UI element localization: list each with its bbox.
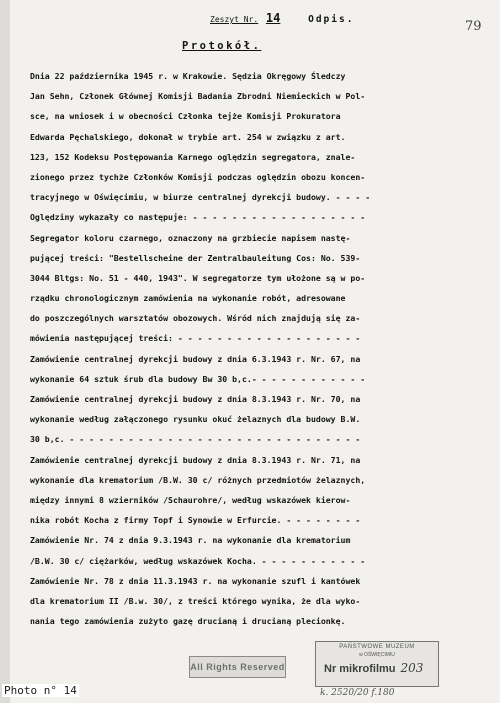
handwritten-note: k. 2520/20 f.180 — [320, 688, 395, 698]
text-line: Zamówienie Nr. 74 z dnia 9.3.1943 r. na wykonanie dla krematorium — [30, 535, 351, 546]
text-line: między innymi 8 wzierników /Schaurohre/, według wskazówek kierow- — [30, 494, 351, 505]
text-line: Zamówienie centralnej dyrekcji budowy z dnia 8.3.1943 r. Nr. 70, na — [30, 394, 361, 404]
text-line: tracyjnego w Oświęcimiu, w biurze centralnej dyrekcji budowy. - - - - — [30, 192, 371, 203]
text-line: Jan Sehn, Członek Głównej Komisji Badania Zbrodni Niemieckich w Pol- — [30, 91, 366, 102]
archive-name: PAŃSTWOWE MUZEUM — [339, 644, 415, 650]
text-line: dla krematorium II /B.w. 30/, z treści którego wynika, że dla wyko- — [30, 595, 361, 606]
text-line: rządku chronologicznym zamówienia na wykonanie robót, adresowane — [30, 293, 346, 304]
text-line: wykonanie dla krematorium /B.W. 30 c/ różnych przedmiotów żelaznych, — [30, 474, 366, 485]
text-line: sce, na wniosek i w obecności Członka tejże Komisji Prokuratora — [30, 111, 341, 122]
text-line: 3044 Bltgs: No. 51 - 440, 1943". W segregatorze tym ułożone są w po- — [30, 272, 366, 283]
text-line: 30 b,c. - - - - - - - - - - - - - - - - - - - - - - - - - - - - - - — [30, 434, 361, 445]
scan-edge — [0, 0, 10, 703]
text-line: Oględziny wykazały co następuje: - - - - - - - - - - - - - - - - - - — [30, 212, 366, 223]
copy-label: Odpis. — [308, 14, 355, 25]
text-line: /B.W. 30 c/ ciężarków, według wskazówek Kocha. - - - - - - - - - - - — [30, 555, 366, 566]
microfilm-line — [324, 661, 423, 675]
notebook-number: 14 — [265, 11, 281, 25]
photo-label: Photo n° 14 — [4, 684, 77, 697]
header-line — [210, 11, 354, 25]
text-line: Dnia 22 października 1945 r. w Krakowie. Sędzia Okręgowy Śledczy — [30, 71, 346, 81]
text-line: Zamówienie centralnej dyrekcji budowy z dnia 8.3.1943 r. Nr. 71, na — [30, 454, 361, 465]
microfilm-label: Nr mikrofilmu — [324, 663, 396, 675]
document-title: Protokół. — [182, 40, 262, 52]
archive-location: w OŚWIĘCIMIU — [359, 652, 395, 658]
text-line: wykonanie 64 sztuk śrub dla budowy Bw 30 b,c.- - - - - - - - - - - - — [30, 373, 366, 384]
text-line: Segregator koloru czarnego, oznaczony na grzbiecie napisem nastę- — [30, 232, 351, 243]
text-line: Edwarda Pęchalskiego, dokonał w trybie art. 254 w związku z art. — [30, 131, 346, 142]
text-line: wykonanie według załączonego rysunku okuć żelaznych dla budowy B.W. — [30, 414, 361, 425]
rights-stamp: All Rights Reserved — [189, 656, 286, 678]
text-line: Zamówienie Nr. 78 z dnia 11.3.1943 r. na wykonanie szufl i kantówek — [30, 575, 361, 586]
text-line: mówienia następującej treści: - - - - - - - - - - - - - - - - - - - — [30, 333, 361, 344]
text-line: nika robót Kocha z firmy Topf i Synowie w Erfurcie. - - - - - - - - — [30, 515, 361, 526]
text-line: Zamówienie centralnej dyrekcji budowy z dnia 6.3.1943 r. Nr. 67, na — [30, 353, 361, 364]
text-line: 123, 152 Kodeksu Postępowania Karnego oględzin segregatora, znale- — [30, 151, 356, 162]
text-line: zionego przez tychże Członków Komisji podczas oględzin obozu koncen- — [30, 171, 366, 182]
notebook-label: Zeszyt Nr. — [210, 15, 259, 24]
text-line: do poszczególnych warsztatów obozowych. Wśród nich znajdują się za- — [30, 313, 361, 324]
page-number: 79 — [465, 19, 482, 34]
microfilm-stamp — [315, 641, 439, 687]
document-body — [30, 66, 470, 631]
microfilm-number: 203 — [400, 661, 424, 675]
text-line: nania tego zamówienia zużyto gazę drucianą i drucianą plecionkę. — [30, 616, 346, 627]
text-line: pującej treści: "Bestellscheine der Zentralbauleitung Cos: No. 539- — [30, 252, 361, 263]
